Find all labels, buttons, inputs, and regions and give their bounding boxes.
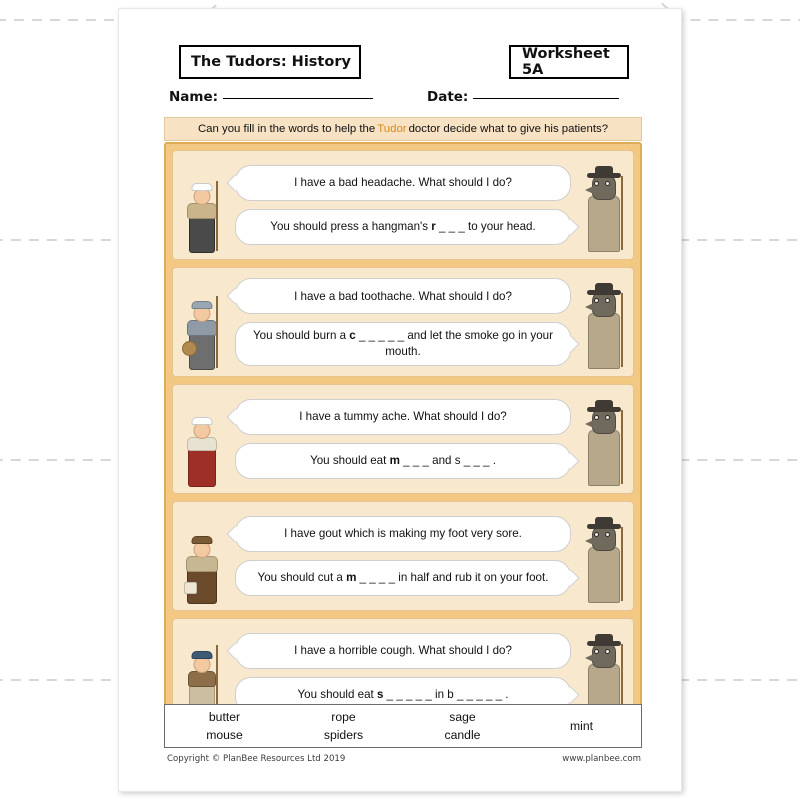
patient-question-text: I have a tummy ache. What should I do?: [299, 410, 507, 424]
instruction-text-after: doctor decide what to give his patients?: [408, 123, 609, 135]
speech-bubbles: [231, 385, 575, 493]
worksheet-number-box: [509, 45, 629, 79]
plague-doctor-illustration: [575, 151, 633, 259]
doctor-answer-bubble[interactable]: [235, 560, 571, 596]
answer-text-after: to your head.: [468, 220, 536, 234]
answer-text-before: You should cut a: [257, 571, 347, 585]
doctor-answer-bubble[interactable]: [235, 209, 571, 245]
name-input-line[interactable]: [223, 98, 373, 99]
answer-initial-letter: m: [346, 571, 357, 585]
answer-blanks[interactable]: _ _ _ _ _: [383, 688, 436, 702]
answer-text-before: You should burn a: [253, 329, 350, 343]
website-link[interactable]: www.planbee.com: [562, 754, 641, 764]
worksheet-header: [179, 45, 629, 79]
word-bank-column: [165, 708, 284, 745]
speech-bubbles: [231, 268, 575, 376]
patient-question-bubble: [235, 278, 571, 314]
questions-panel: [164, 142, 642, 742]
question-row: [172, 267, 634, 377]
word-bank-word[interactable]: spiders: [323, 728, 364, 742]
word-bank-column: [403, 708, 522, 745]
answer-text-after: and let the smoke go in your mouth.: [385, 329, 553, 358]
instruction-bar: [164, 117, 642, 141]
instruction-highlight: Tudor: [377, 123, 407, 135]
patient-question-text: I have a horrible cough. What should I do?: [294, 644, 512, 658]
name-field-group[interactable]: [169, 89, 373, 105]
speech-bubbles: [231, 502, 575, 610]
date-label: Date:: [427, 89, 469, 105]
worksheet-title-box: [179, 45, 361, 79]
name-date-row: [169, 89, 639, 111]
speech-bubbles: [231, 151, 575, 259]
answer-initial-letter: c: [349, 329, 356, 343]
answer-text-before: You should press a hangman's: [270, 220, 432, 234]
page-footer: [167, 754, 641, 768]
answer-text-after: in b _ _ _ _ _ .: [435, 688, 509, 702]
word-bank-word[interactable]: butter: [208, 709, 241, 724]
tudor-patient-illustration: [173, 385, 231, 493]
word-bank-word[interactable]: mint: [569, 718, 594, 733]
word-bank-word[interactable]: candle: [444, 728, 481, 742]
word-bank-word[interactable]: mouse: [206, 728, 243, 742]
tudor-patient-illustration: [173, 151, 231, 259]
worksheet-page: [118, 8, 682, 792]
plague-doctor-illustration: [575, 385, 633, 493]
date-input-line[interactable]: [473, 98, 619, 99]
patient-question-text: I have a bad headache. What should I do?: [294, 176, 512, 190]
tudor-patient-illustration: [173, 502, 231, 610]
patient-question-bubble: [235, 399, 571, 435]
question-row: [172, 384, 634, 494]
question-row: [172, 501, 634, 611]
patient-question-bubble: [235, 516, 571, 552]
answer-text-before: You should eat: [310, 454, 390, 468]
word-bank-column: [522, 717, 641, 735]
name-label: Name:: [169, 89, 219, 105]
worksheet-number: Worksheet 5A: [522, 46, 610, 78]
word-bank-word[interactable]: rope: [331, 709, 356, 724]
patient-question-bubble: [235, 633, 571, 669]
copyright-text: Copyright © PlanBee Resources Ltd 2019: [167, 754, 346, 764]
question-row: [172, 150, 634, 260]
answer-initial-letter: r: [431, 220, 436, 234]
answer-initial-letter: m: [389, 454, 400, 468]
word-bank-column: [284, 708, 403, 745]
patient-question-text: I have gout which is making my foot very sore.: [284, 527, 522, 541]
word-bank-word[interactable]: sage: [449, 709, 476, 724]
answer-blanks[interactable]: _ _ _ _ _: [355, 329, 408, 343]
tudor-patient-illustration: [173, 268, 231, 376]
answer-blanks[interactable]: _ _ _: [435, 220, 469, 234]
plague-doctor-illustration: [575, 268, 633, 376]
answer-blanks[interactable]: _ _ _ _: [356, 571, 399, 585]
instruction-text-before: Can you fill in the words to help the: [197, 123, 376, 135]
plague-doctor-illustration: [575, 502, 633, 610]
answer-text-after: and s _ _ _ .: [432, 454, 496, 468]
answer-text-before: You should eat: [297, 688, 377, 702]
patient-question-bubble: [235, 165, 571, 201]
answer-initial-letter: s: [377, 688, 384, 702]
answer-text-after: in half and rub it on your foot.: [398, 571, 549, 585]
word-bank: [164, 704, 642, 748]
doctor-answer-bubble[interactable]: [235, 322, 571, 365]
patient-question-text: I have a bad toothache. What should I do?: [294, 289, 512, 303]
date-field-group[interactable]: [427, 89, 619, 105]
answer-blanks[interactable]: _ _ _: [399, 454, 433, 468]
doctor-answer-bubble[interactable]: [235, 443, 571, 479]
page-title: The Tudors: History: [191, 54, 351, 70]
